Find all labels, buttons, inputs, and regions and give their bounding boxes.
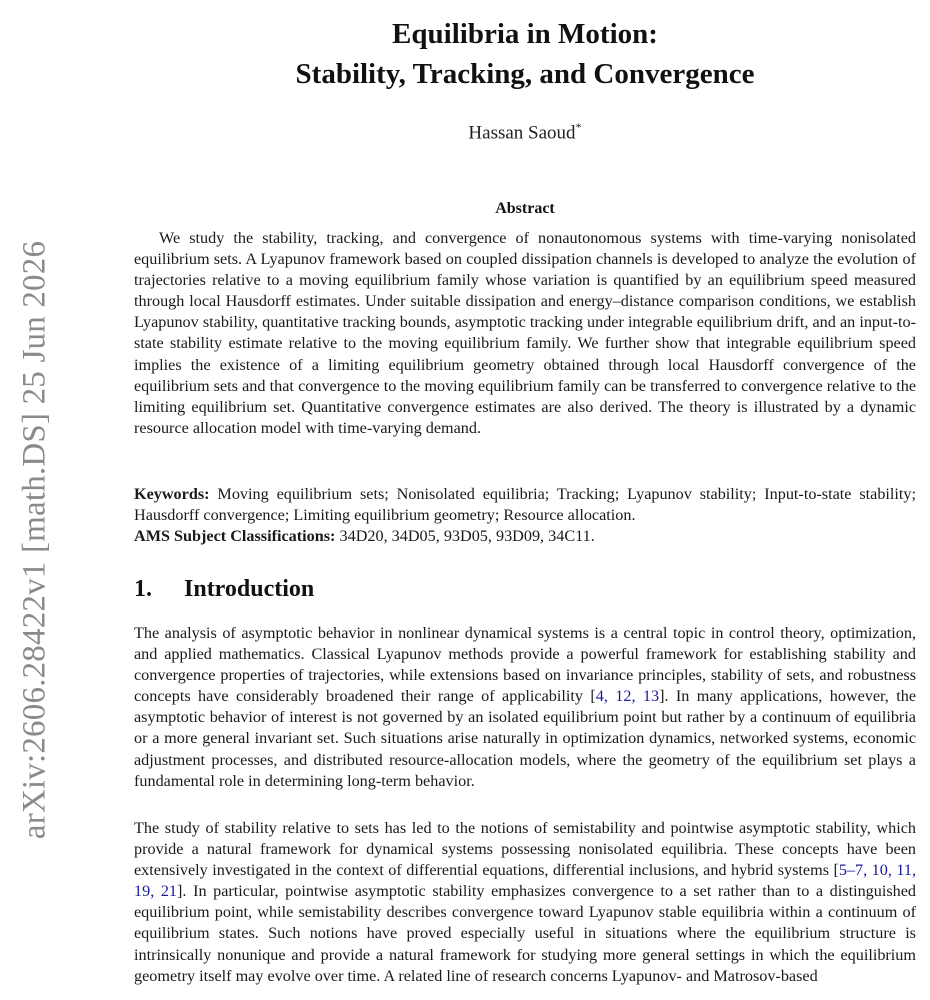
citation-link[interactable]: 4, 12, 13 [595,687,660,706]
author-footnote-mark[interactable]: * [575,120,582,134]
intro-paragraph-2 [134,818,916,987]
ams-classifications [134,526,916,547]
intro-p2-text-a: The study of stability relative to sets has led to the notions of semistability and pointwise asymptotic stability, which provide a natural framework for dynamical systems possessing nonisolated equilibria. These concepts have been extensively investigated in the context of differential equations, differential inclusions, and hybrid systems [ [134,819,916,880]
arxiv-identifier: arXiv:2606.28422v1 [math.DS] 25 Jun 2026 [16,240,53,840]
paper-title [120,14,930,94]
citation-link[interactable]: 5–7, 10, 11, 19, 21 [134,861,916,901]
title-line-1: Equilibria in Motion: [392,18,658,50]
abstract-body: We study the stability, tracking, and convergence of nonautonomous systems with time-varying nonisolated equilibrium sets. A Lyapunov framework based on coupled dissipation channels is developed to analyze the evolution of trajectories relative to a moving equilibrium family whose variation is quantified by an equilibrium speed measured through local Hausdorff estimates. Under suitable dissipation and energy–distance comparison conditions, we establish Lyapunov stability, quantitative tracking bounds, asymptotic tracking under integrable equilibrium drift, and an input-to-state stability estimate relative to the moving equilibrium family. We further show that integrable equilibrium speed implies the existence of a limiting equilibrium geometry obtained through local Hausdorff convergence of the equilibrium sets and that convergence to the moving equilibrium family can be transferred to convergence relative to the limiting equilibrium set. Quantitative convergence estimates are also derived. The theory is illustrated by a dynamic resource allocation model with time-varying demand. [134,229,916,437]
keywords-label: Keywords: [134,485,210,503]
author-line [120,120,930,144]
keywords-paragraph [134,484,916,526]
author-name: Hassan Saoud [468,122,576,144]
section-number: 1. [134,576,152,602]
intro-p1-text-b: ]. In many applications, however, the asymptotic behavior of interest is not governed by an isolated equilibrium point but rather by a continuum of equilibria or a more general invariant set. Such situations arise naturally in optimization dynamics, networked systems, economic adjustment processes, and distributed resource-allocation models, where the geometry of the equilibrium set plays a fundamental role in determining long-term behavior. [134,687,917,790]
ams-label: AMS Subject Classifications: [134,527,336,545]
title-line-2: Stability, Tracking, and Convergence [295,58,755,90]
arxiv-identifier-margin [0,0,70,1000]
intro-paragraph-1 [134,623,916,792]
section-heading-introduction [134,576,314,603]
abstract-heading: Abstract [495,200,555,217]
intro-p1-text-a: The analysis of asymptotic behavior in nonlinear dynamical systems is a central topic in control theory, optimization, and applied mathematics. Classical Lyapunov methods provide a powerful framework for establishing stability and convergence properties of trajectories, while extensions based on invariance principles, stability of sets, and robustness concepts have considerably broadened their range of applicability [ [134,624,916,706]
keywords-text: Moving equilibrium sets; Nonisolated equilibria; Tracking; Lyapunov stability; Input-to-state stability; Hausdorff convergence; Limiting equilibrium geometry; Resource allocation. [134,485,917,525]
section-title: Introduction [184,576,315,602]
intro-p2-text-b: ]. In particular, pointwise asymptotic stability emphasizes convergence to a set rather than to a distinguished equilibrium point, while semistability describes convergence toward Lyapunov stable equilibria within a continuum of equilibrium states. Such notions have proved especially useful in situations where the equilibrium structure is intrinsically nonunique and provide a natural framework for studying more general settings in which the equilibrium geometry itself may evolve over time. A related line of research concerns Lyapunov- and Matrosov-based [134,882,917,985]
ams-codes: 34D20, 34D05, 93D05, 93D09, 34C11. [339,527,595,545]
